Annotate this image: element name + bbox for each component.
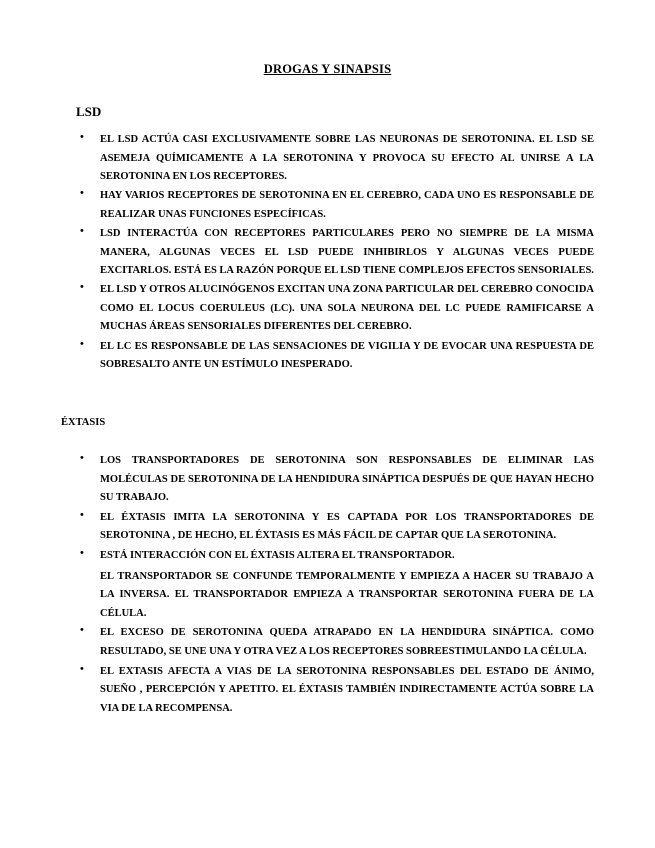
list-item-text: ESTÁ INTERACCIÓN CON EL ÉXTASIS ALTERA EL TRANSPORTADOR. — [100, 549, 455, 561]
list-item — [0, 624, 594, 661]
list-item-text: HAY VARIOS RECEPTORES DE SEROTONINA EN EL CEREBRO, CADA UNO ES RESPONSABLE DE REALIZAR UNAS FUNCIONES ESPECÍFICAS. — [100, 190, 594, 220]
page-title: DROGAS Y SINAPSIS — [263, 62, 392, 76]
list-item-text: EL EXTASIS AFECTA A VIAS DE LA SEROTONINA RESPONSABLES DEL ESTADO DE ÁNIMO, SUEÑO , PERCEPCIÓN Y APETITO. EL ÉXTASIS TAMBIÉN INDIRECTAMENTE ACTÚA SOBRE LA VIA DE LA RECOMPENSA. — [100, 665, 594, 714]
section-heading-lsd: LSD — [76, 104, 102, 119]
continuation-paragraph-item — [0, 568, 594, 624]
bullet-icon: • — [80, 624, 84, 637]
continuation-paragraph: EL TRANSPORTADOR SE CONFUNDE TEMPORALMENTE Y EMPIEZA A HACER SU TRABAJO A LA INVERSA. EL TRANSPORTADOR EMPIEZA A TRANSPORTAR SEROTONINA FUERA DE LA CÉLULA. — [100, 570, 594, 619]
list-item-text: LSD INTERACTÚA CON RECEPTORES PARTICULARES PERO NO SIEMPRE DE LA MISMA MANERA, ALGUNAS VECES EL LSD PUEDE INHIBIRLOS Y ALGUNAS VECES PUEDE EXCITARLOS. ESTÁ ES LA RAZÓN PORQUE EL LSD TIENE COMPLEJOS EFECTOS SENSORIALES. — [100, 227, 594, 277]
list-item — [0, 187, 594, 224]
lsd-bullet-list — [0, 131, 594, 375]
list-item — [0, 225, 594, 281]
list-item — [0, 281, 594, 337]
bullet-icon: • — [80, 337, 84, 350]
bullet-icon: • — [80, 224, 84, 237]
bullet-icon: • — [80, 452, 84, 464]
bullet-icon: • — [80, 546, 84, 559]
list-item — [0, 547, 594, 566]
list-item-text: EL LC ES RESPONSABLE DE LAS SENSACIONES DE VIGILIA Y DE EVOCAR UNA RESPUESTA DE SOBRESALTO ANTE UN ESTÍMULO INESPERADO. — [100, 340, 594, 371]
section-heading-extasis: ÉXTASIS — [61, 417, 106, 428]
bullet-icon: • — [80, 187, 84, 200]
list-item — [0, 338, 594, 375]
list-item — [0, 663, 594, 719]
list-item-text: EL EXCESO DE SEROTONINA QUEDA ATRAPADO EN LA HENDIDURA SINÁPTICA. COMO RESULTADO, SE UNE UNA Y OTRA VEZ A LOS RECEPTORES SOBREESTIMULANDO LA CÉLULA. — [100, 627, 594, 657]
list-item-text: LOS TRANSPORTADORES DE SEROTONINA SON RESPONSABLES DE ELIMINAR LAS MOLÉCULAS DE SEROTONINA DE LA HENDIDURA SINÁPTICA DESPUÉS DE QUE HAYAN HECHO SU TRABAJO. — [100, 455, 594, 504]
list-item — [0, 509, 594, 546]
extasis-bullet-list — [0, 452, 594, 718]
bullet-icon: • — [80, 131, 84, 143]
list-item — [0, 131, 594, 187]
bullet-icon: • — [80, 662, 84, 675]
list-item-text: EL LSD ACTÚA CASI EXCLUSIVAMENTE SOBRE LAS NEURONAS DE SEROTONINA. EL LSD SE ASEMEJA QUÍMICAMENTE A LA SEROTONINA Y PROVOCA SU EFECTO AL UNIRSE A LA SEROTONINA EN LOS RECEPTORES. — [100, 134, 594, 183]
bullet-icon: • — [80, 281, 84, 294]
list-item — [0, 452, 594, 508]
list-item-text: EL LSD Y OTROS ALUCINÓGENOS EXCITAN UNA ZONA PARTICULAR DEL CEREBRO CONOCIDA COMO EL LOCUS COERULEUS (LC). UNA SOLA NEURONA DEL LC PUEDE RAMIFICARSE A MUCHAS ÁREAS SENSORIALES DIFERENTES DEL CEREBRO. — [100, 284, 594, 333]
list-item-text: EL ÉXTASIS IMITA LA SEROTONINA Y ES CAPTADA POR LOS TRANSPORTADORES DE SEROTONINA , DE HECHO, EL ÉXTASIS ES MÁS FÁCIL DE CAPTAR QUE LA SEROTONINA. — [100, 511, 594, 542]
bullet-icon: • — [80, 508, 84, 521]
